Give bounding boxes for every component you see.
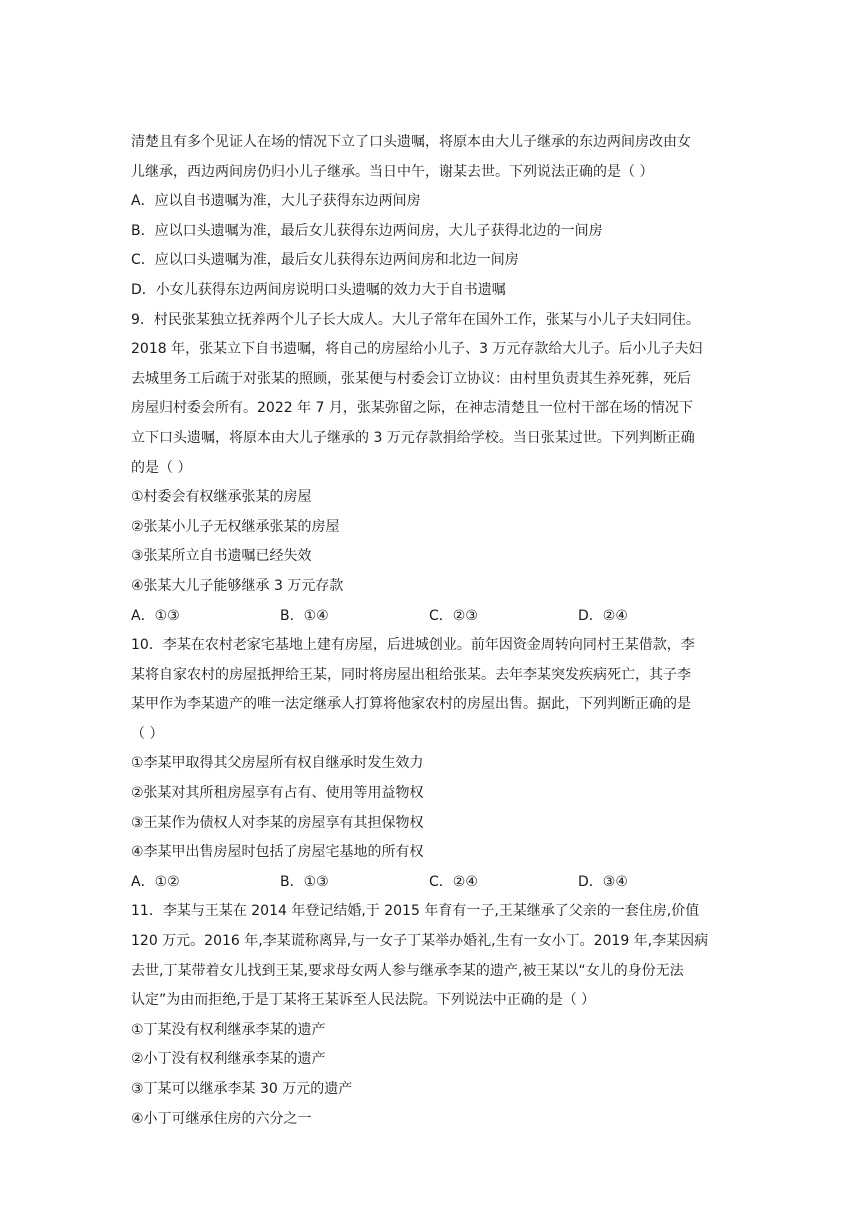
question-10-line-2: 某将自家农村的房屋抵押给王某，同时将房屋出租给张某。去年李某突发疾病死亡，其子李 (131, 666, 691, 683)
question-10-line-3: 某甲作为李某遗产的唯一法定继承人打算将他家农村的房屋出售。据此，下列判断正确的是 (131, 696, 691, 713)
question-11-line-1: 11．李某与王某在 2014 年登记结婚,于 2015 年育有一子,王某继承了父亲的一套住房,价值 (131, 903, 700, 920)
question-9-statement-2: ②张某小儿子无权继承张某的房屋 (131, 518, 340, 535)
question-10 (131, 631, 731, 897)
question-11-line-4: 认定”为由而拒绝,于是丁某将王某诉至人民法院。下列说法中正确的是（ ） (131, 992, 596, 1009)
question-9-line-5: 立下口头遗嘱，将原本由大儿子继承的 3 万元存款捐给学校。当日张某过世。下列判断正确 (131, 429, 695, 446)
question-8-line-1: 清楚且有多个见证人在场的情况下立了口头遗嘱，将原本由大儿子继承的东边两间房改由女 (131, 134, 691, 150)
question-9-statement-3: ③张某所立自书遗嘱已经失效 (131, 548, 312, 565)
question-11-statement-4: ④小丁可继承住房的六分之一 (131, 1110, 312, 1127)
question-10-choice-a: A．①② (131, 873, 180, 890)
question-11 (131, 897, 731, 1134)
question-10-choice-c: C．②④ (429, 873, 478, 890)
question-9-choice-d: D．②④ (578, 607, 628, 624)
question-10-choice-b: B．①③ (280, 873, 329, 890)
document-page (131, 128, 731, 1134)
question-11-statement-2: ②小丁没有权利继承李某的遗产 (131, 1051, 326, 1068)
question-10-statement-4: ④李某甲出售房屋时包括了房屋宅基地的所有权 (131, 844, 424, 861)
question-9 (131, 306, 731, 632)
question-8-option-b: B．应以口头遗嘱为准，最后女儿获得东边两间房，大儿子获得北边的一间房 (131, 222, 603, 239)
question-9-line-3: 去城里务工后疏于对张某的照顾，张某便与村委会订立协议：由村里负责其生养死葬，死后 (131, 370, 691, 387)
question-10-line-4: （ ） (131, 725, 164, 742)
question-8-line-2: 儿继承，西边两间房仍归小儿子继承。当日中午，谢某去世。下列说法正确的是（ ） (131, 163, 654, 180)
question-9-line-1: 9．村民张某独立抚养两个儿子长大成人。大儿子常年在国外工作，张某与小儿子夫妇同住。 (131, 311, 700, 328)
question-11-statement-1: ①丁某没有权利继承李某的遗产 (131, 1021, 326, 1038)
question-9-line-2: 2018 年，张某立下自书遗嘱，将自己的房屋给小儿子、3 万元存款给大儿子。后小儿子夫妇 (131, 341, 703, 358)
question-10-statement-3: ③王某作为债权人对李某的房屋享有其担保物权 (131, 814, 424, 831)
question-11-line-3: 去世,丁某带着女儿找到王某,要求母女两人参与继承李某的遗产,被王某以“女儿的身份无法 (131, 962, 684, 979)
question-8-option-c: C．应以口头遗嘱为准，最后女儿获得东边两间房和北边一间房 (131, 252, 519, 269)
question-10-line-1: 10．李某在农村老家宅基地上建有房屋，后进城创业。前年因资金周转向同村王某借款，李 (131, 637, 695, 654)
question-9-line-4: 房屋归村委会所有。2022 年 7 月，张某弥留之际，在神志清楚且一位村干部在场的情况下 (131, 400, 693, 417)
question-9-statement-4: ④张某大儿子能够继承 3 万元存款 (131, 577, 344, 594)
question-9-choice-b: B．①④ (280, 607, 329, 624)
question-9-statement-1: ①村委会有权继承张某的房屋 (131, 489, 312, 506)
question-9-line-6: 的是（ ） (131, 459, 192, 476)
question-11-statement-3: ③丁某可以继承李某 30 万元的遗产 (131, 1081, 353, 1097)
question-10-choices (131, 868, 731, 898)
question-8 (131, 128, 731, 306)
question-9-choice-c: C．②③ (429, 607, 478, 624)
question-10-choice-d: D．③④ (578, 873, 628, 890)
question-8-option-d: D．小女儿获得东边两间房说明口头遗嘱的效力大于自书遗嘱 (131, 281, 506, 298)
question-9-choices (131, 602, 731, 632)
question-8-option-a: A．应以自书遗嘱为准，大儿子获得东边两间房 (131, 193, 421, 210)
question-10-statement-2: ②张某对其所租房屋享有占有、使用等用益物权 (131, 785, 424, 802)
question-11-line-2: 120 万元。2016 年,李某谎称离异,与一女子丁某举办婚礼,生有一女小丁。2019 年,李某因病 (131, 933, 709, 950)
question-10-statement-1: ①李某甲取得其父房屋所有权自继承时发生效力 (131, 755, 424, 772)
question-9-choice-a: A．①③ (131, 607, 180, 624)
